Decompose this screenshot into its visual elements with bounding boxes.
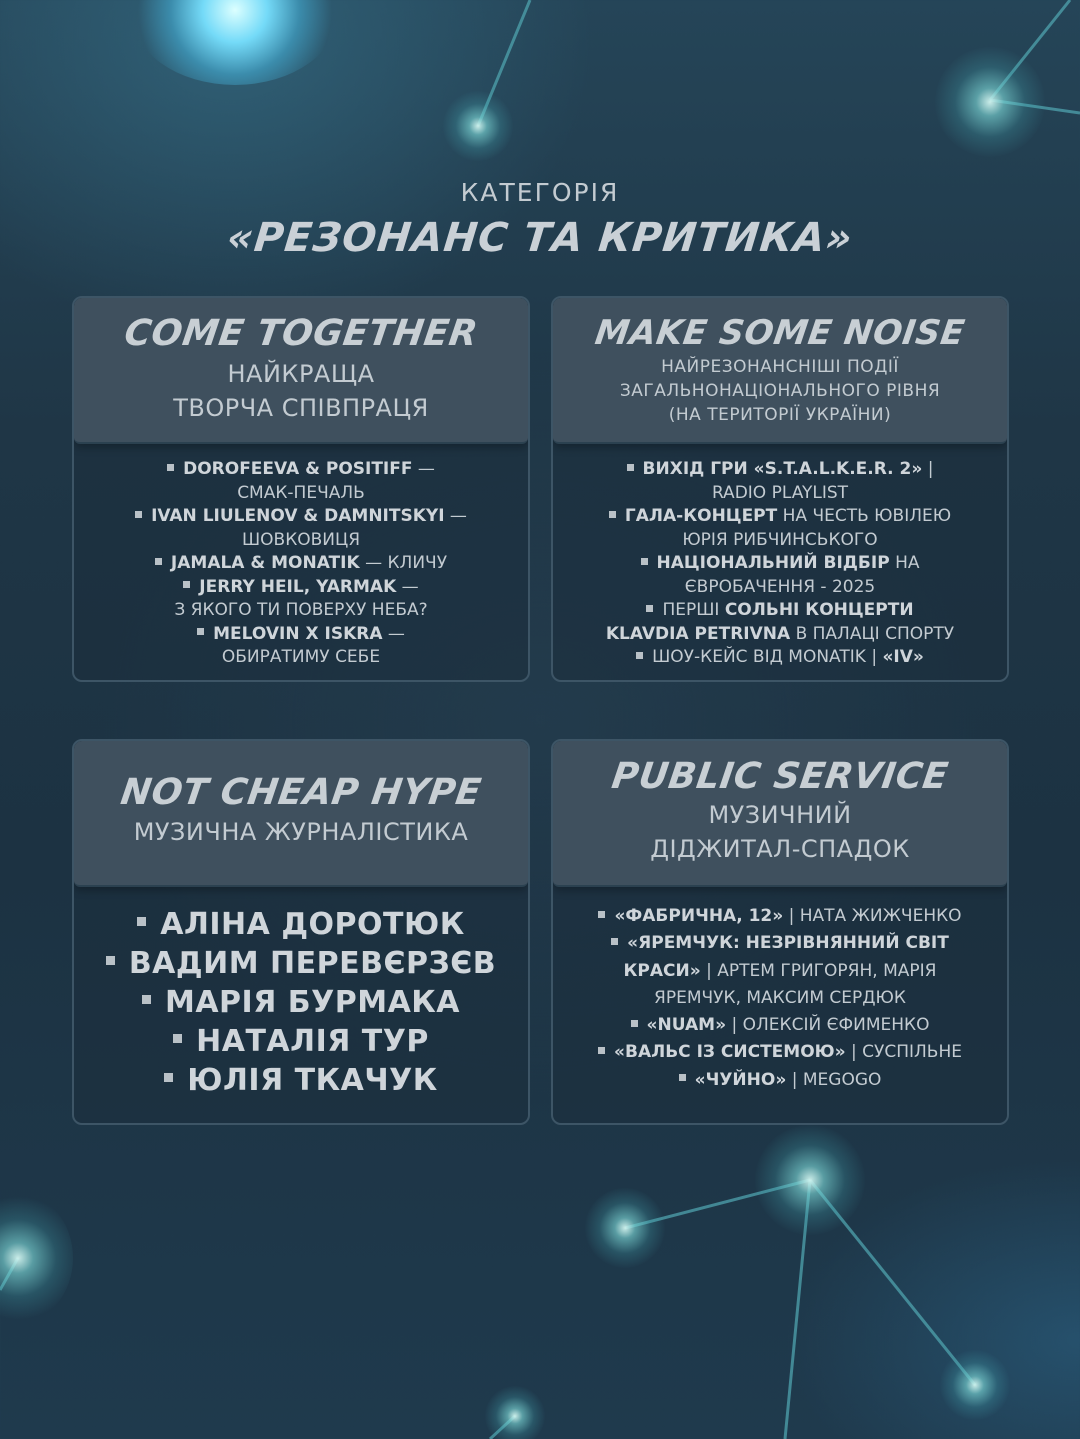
square-bullet-icon — [598, 911, 605, 918]
nominee-detail: СМАК-ПЕЧАЛЬ — [237, 482, 365, 503]
nominee-item — [74, 458, 528, 482]
nominee-item — [74, 944, 528, 983]
nominee-detail: | АРТЕМ ГРИГОРЯН, МАРІЯ — [700, 960, 937, 981]
nominee-item — [74, 983, 528, 1022]
nominee-detail: | НАТА ЖИЖЧЕНКО — [783, 906, 962, 926]
square-bullet-icon — [164, 1073, 173, 1082]
nominee-item — [553, 1012, 1007, 1039]
nominee-name: ГАЛА-КОНЦЕРТ — [624, 506, 778, 526]
nomination-card-make-some-noise — [551, 296, 1009, 682]
nominee-detail: | ОЛЕКСІЙ ЄФИМЕНКО — [726, 1015, 930, 1036]
square-bullet-icon — [627, 464, 634, 471]
nominee-name: «NUAM» — [646, 1015, 727, 1036]
square-bullet-icon — [609, 511, 616, 518]
card-header — [553, 741, 1007, 887]
square-bullet-icon — [173, 1034, 182, 1043]
nominee-item — [553, 482, 1007, 506]
nominee-item — [553, 1039, 1007, 1066]
card-header — [553, 298, 1007, 444]
nominee-item — [553, 958, 1007, 985]
square-bullet-icon — [646, 605, 653, 612]
nominee-item — [74, 505, 528, 529]
card-title: NOT CHEAP HYPE — [118, 772, 484, 813]
glow-node — [0, 1193, 73, 1323]
nominee-item — [74, 1061, 528, 1100]
square-bullet-icon — [142, 995, 151, 1004]
nominee-name: НАТАЛІЯ ТУР — [196, 1024, 429, 1059]
nominee-name: «ВАЛЬС ІЗ СИСТЕМОЮ» — [614, 1042, 846, 1063]
nominee-item — [74, 529, 528, 553]
nominee-name: MELOVIN X ISKRA — [213, 623, 383, 644]
nominee-list — [74, 887, 528, 1100]
card-subtitle — [553, 356, 1007, 427]
nominee-detail: В ПАЛАЦІ СПОРТУ — [790, 623, 955, 644]
card-header — [74, 298, 528, 444]
nominee-detail: ШОВКОВИЦЯ — [241, 529, 361, 550]
subtitle-line: ЗАГАЛЬНОНАЦІОНАЛЬНОГО РІВНЯ — [619, 380, 941, 401]
glow-node — [940, 1350, 1010, 1420]
card-header — [74, 741, 528, 887]
square-bullet-icon — [598, 1047, 605, 1054]
subtitle-line: НАЙРЕЗОНАНСНІШІ ПОДІЇ — [661, 357, 899, 377]
square-bullet-icon — [631, 1020, 638, 1027]
nominee-item — [74, 599, 528, 623]
square-bullet-icon — [167, 464, 174, 471]
nominee-name: JAMALA & MONATIK — [170, 553, 360, 573]
glow-node — [585, 1188, 665, 1268]
nominee-item — [553, 458, 1007, 482]
card-title: MAKE SOME NOISE — [592, 313, 968, 353]
category-title: «РЕЗОНАНС ТА КРИТИКА» — [224, 215, 856, 261]
nominee-name: «ЯРЕМЧУК: НЕЗРІВНЯННИЙ СВІТ — [627, 933, 949, 954]
nominee-list — [74, 444, 528, 670]
nominee-item — [553, 930, 1007, 957]
glow-node — [755, 1125, 865, 1235]
nominee-name: МАРІЯ БУРМАКА — [164, 985, 461, 1020]
nominee-detail: НА ЧЕСТЬ ЮВІЛЕЮ — [777, 506, 952, 526]
nominee-item — [74, 552, 528, 576]
nominee-name: KLAVDIA PETRIVNA — [605, 623, 791, 644]
nominee-list — [553, 444, 1007, 670]
nominee-name: JERRY HEIL, YARMAK — [199, 576, 397, 597]
subtitle-line: (НА ТЕРИТОРІЇ УКРАЇНИ) — [668, 404, 892, 425]
nominee-item — [74, 646, 528, 670]
subtitle-line: ТВОРЧА СПІВПРАЦЯ — [173, 393, 429, 422]
nominee-item — [553, 623, 1007, 647]
nominee-detail: ПЕРШІ — [662, 600, 725, 620]
nominee-detail: ШОУ-КЕЙС ВІД MONATIK | — [652, 647, 883, 667]
glow-node — [935, 47, 1045, 157]
nominee-item — [553, 1067, 1007, 1094]
square-bullet-icon — [197, 628, 204, 635]
nominee-detail: З ЯКОГО ТИ ПОВЕРХУ НЕБА? — [174, 600, 428, 620]
nominee-detail: — — [382, 623, 405, 644]
subtitle-line: МУЗИЧНА ЖУРНАЛІСТИКА — [133, 818, 469, 846]
nominee-detail: ЄВРОБАЧЕННЯ - 2025 — [684, 576, 876, 597]
nominee-detail: | MEGOGO — [786, 1069, 882, 1090]
nominee-detail: — КЛИЧУ — [359, 553, 448, 573]
nominee-name: ВАДИМ ПЕРЕВЄРЗЄВ — [128, 946, 497, 981]
nominee-name: ВИХІД ГРИ «S.T.A.L.K.E.R. 2» — [642, 459, 923, 479]
card-subtitle — [74, 817, 528, 847]
nominee-name: «IV» — [882, 647, 924, 667]
nominee-name: АЛІНА ДОРОТЮК — [160, 907, 465, 942]
nominee-detail: RADIO PLAYLIST — [711, 482, 849, 503]
square-bullet-icon — [183, 581, 190, 588]
square-bullet-icon — [679, 1074, 686, 1081]
nominee-detail: ЯРЕМЧУК, МАКСИМ СЕРДЮК — [654, 987, 906, 1008]
nominee-detail: — — [412, 459, 435, 479]
card-title: PUBLIC SERVICE — [609, 756, 951, 797]
nominee-item — [553, 505, 1007, 529]
glow-node — [485, 1386, 545, 1439]
square-bullet-icon — [106, 956, 115, 965]
card-subtitle — [553, 799, 1007, 866]
category-kicker: КАТЕГОРІЯ — [460, 178, 620, 207]
nominee-name: СОЛЬНІ КОНЦЕРТИ — [724, 600, 914, 620]
card-subtitle — [74, 358, 528, 425]
nominee-detail: НА — [889, 553, 920, 573]
nominee-name: «ФАБРИЧНА, 12» — [614, 906, 784, 926]
nomination-card-not-cheap-hype — [72, 739, 530, 1125]
nominee-item — [553, 529, 1007, 553]
nominee-detail: ЮРІЯ РИБЧИНСЬКОГО — [682, 529, 878, 550]
nominee-name: КРАСИ» — [623, 960, 701, 981]
nomination-card-come-together — [72, 296, 530, 682]
nominee-item — [553, 903, 1007, 930]
page-header — [0, 178, 1080, 261]
square-bullet-icon — [135, 511, 142, 518]
square-bullet-icon — [611, 938, 618, 945]
nominee-item — [553, 576, 1007, 600]
nomination-card-public-service — [551, 739, 1009, 1125]
nominee-detail: | — [922, 459, 934, 479]
square-bullet-icon — [137, 917, 146, 926]
nominee-item — [553, 646, 1007, 670]
nominee-list — [553, 887, 1007, 1094]
card-title: COME TOGETHER — [121, 313, 481, 354]
nominee-name: DOROFEEVA & POSITIFF — [183, 459, 413, 479]
nominee-item — [553, 552, 1007, 576]
nominee-detail: ОБИРАТИМУ СЕБЕ — [221, 647, 381, 667]
nominee-detail: — — [444, 506, 467, 526]
nominee-item — [74, 576, 528, 600]
nominee-detail: — — [396, 576, 419, 597]
glow-node — [130, 0, 340, 85]
nominee-item — [74, 482, 528, 506]
subtitle-line: НАЙКРАЩА — [227, 360, 375, 388]
nominee-name: IVAN LIULENOV & DAMNITSKYI — [151, 506, 445, 526]
nominee-item — [74, 1022, 528, 1061]
glow-node — [443, 91, 513, 161]
nominee-item — [553, 985, 1007, 1012]
nominee-detail: | СУСПІЛЬНЕ — [845, 1042, 962, 1063]
subtitle-line: ДІДЖИТАЛ-СПАДОК — [650, 834, 910, 863]
nominee-item — [553, 599, 1007, 623]
square-bullet-icon — [641, 558, 648, 565]
nominee-item — [74, 905, 528, 944]
subtitle-line: МУЗИЧНИЙ — [708, 801, 852, 829]
square-bullet-icon — [155, 558, 162, 565]
nominee-name: «ЧУЙНО» — [694, 1069, 787, 1090]
nominee-item — [74, 623, 528, 647]
nominee-name: НАЦІОНАЛЬНИЙ ВІДБІР — [656, 553, 890, 573]
square-bullet-icon — [636, 652, 643, 659]
nominee-name: ЮЛІЯ ТКАЧУК — [187, 1063, 438, 1098]
